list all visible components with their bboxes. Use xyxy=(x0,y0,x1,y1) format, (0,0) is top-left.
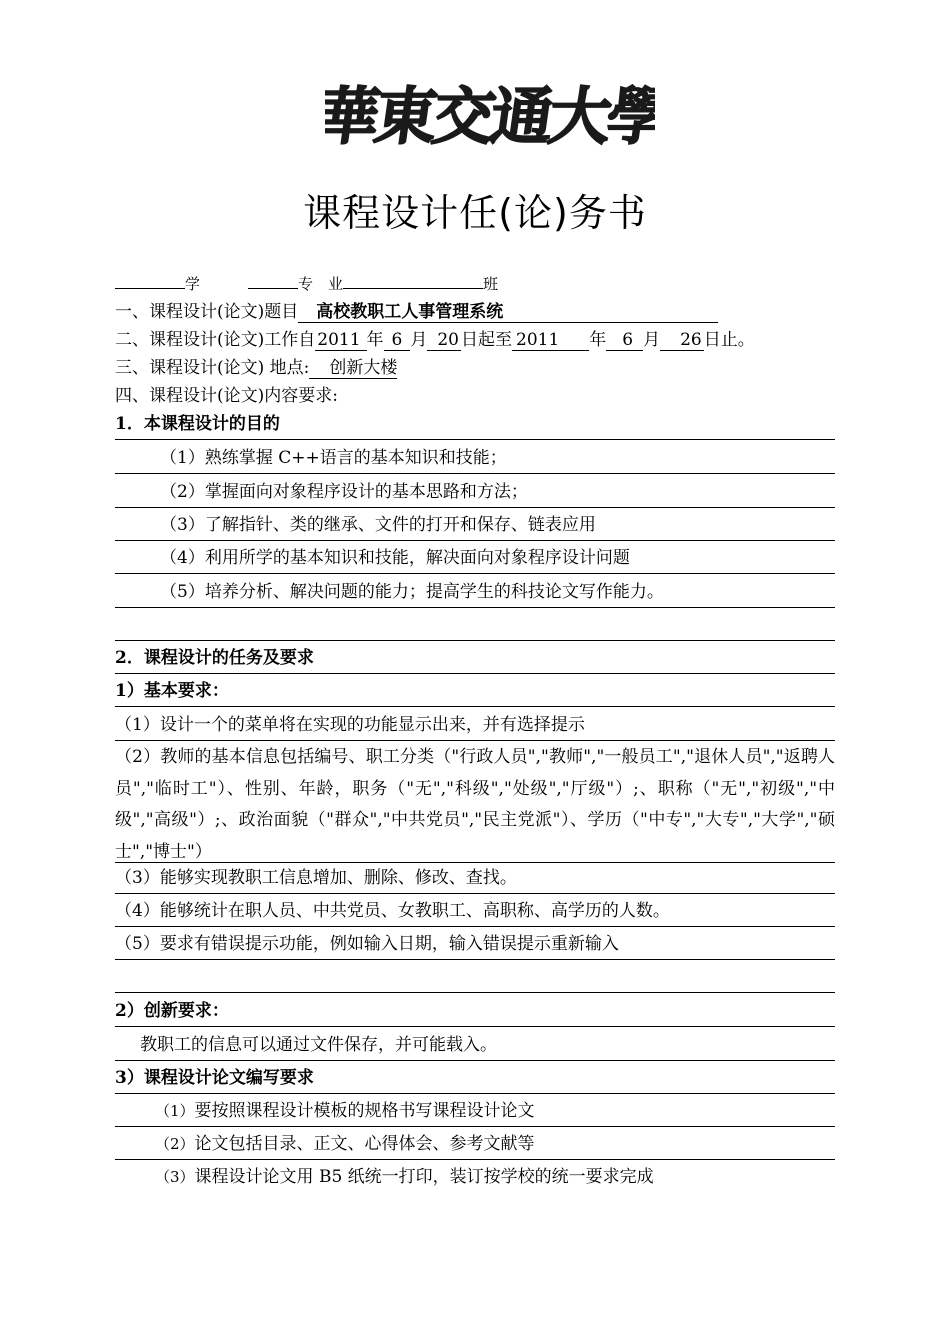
end-year: 2011 xyxy=(512,330,589,351)
divider xyxy=(115,862,835,863)
university-logo xyxy=(325,68,655,168)
writing-item-text: 要按照课程设计模板的规格书写课程设计论文 xyxy=(194,1101,535,1121)
divider xyxy=(115,1126,835,1127)
section2-heading: 2．课程设计的任务及要求 xyxy=(115,648,314,668)
start-year: 2011 xyxy=(315,330,366,351)
objective-item-4: （4）利用所学的基本知识和技能，解决面向对象程序设计问题 xyxy=(160,548,630,568)
divider xyxy=(115,992,835,993)
period-line xyxy=(115,328,755,352)
objective-item-1: （1）熟练掌握 C++语言的基本知识和技能； xyxy=(160,448,507,468)
school-label: 学 xyxy=(185,275,201,293)
topic-line xyxy=(115,300,718,324)
writing-item-1 xyxy=(115,1099,835,1123)
writing-requirements-heading: 3）课程设计论文编写要求 xyxy=(115,1068,314,1088)
topic-value: 高校教职工人事管理系统 xyxy=(298,302,718,323)
year-char: 年 xyxy=(366,330,384,350)
document-title: 课程设计任(论)务书 xyxy=(303,191,647,235)
divider xyxy=(115,959,835,960)
writing-item-text: 论文包括目录、正文、心得体会、参考文献等 xyxy=(194,1134,535,1154)
writing-item-2 xyxy=(115,1132,835,1156)
divider xyxy=(115,507,835,508)
basic-item-4: （4）能够统计在职人员、中共党员、女教职工、高职称、高学历的人数。 xyxy=(115,901,670,921)
class-label: 班 xyxy=(483,275,499,293)
divider xyxy=(115,893,835,894)
divider xyxy=(115,1159,835,1160)
divider xyxy=(115,673,835,674)
writing-item-number: （1） xyxy=(155,1102,195,1120)
divider xyxy=(115,439,835,440)
divider xyxy=(115,1026,835,1027)
until-text: 日起至 xyxy=(461,330,512,350)
divider xyxy=(115,473,835,474)
period-label: 二、课程设计(论文)工作自 xyxy=(115,330,316,350)
divider xyxy=(115,607,835,608)
writing-item-number: （3） xyxy=(155,1168,195,1186)
month-char-2: 月 xyxy=(643,330,661,350)
divider xyxy=(115,1060,835,1061)
section1-heading: 1．本课程设计的目的 xyxy=(115,414,280,434)
end-month: 6 xyxy=(606,330,643,351)
year-char-2: 年 xyxy=(589,330,607,350)
divider xyxy=(115,926,835,927)
school-blank xyxy=(115,270,185,289)
class-blank xyxy=(343,270,483,289)
content-label: 四、课程设计(论文)内容要求: xyxy=(115,386,338,406)
university-logo-calligraphy xyxy=(325,68,655,168)
place-value: 创新大楼 xyxy=(309,358,397,379)
innovation-heading: 2）创新要求： xyxy=(115,1001,229,1021)
divider xyxy=(115,540,835,541)
place-line xyxy=(115,356,397,380)
divider xyxy=(115,740,835,741)
basic-item-5: （5）要求有错误提示功能，例如输入日期，输入错误提示重新输入 xyxy=(115,934,619,954)
start-day: 20 xyxy=(427,330,461,351)
topic-label: 一、课程设计(论文)题目 xyxy=(115,302,299,322)
objective-item-5: （5）培养分析、解决问题的能力；提高学生的科技论文写作能力。 xyxy=(160,582,664,602)
start-month: 6 xyxy=(384,330,411,351)
divider xyxy=(115,573,835,574)
divider xyxy=(115,1093,835,1094)
month-char: 月 xyxy=(410,330,428,350)
writing-item-number: （2） xyxy=(155,1135,195,1153)
major-blank xyxy=(248,270,298,289)
major-label: 专 业 xyxy=(298,275,344,293)
basic-item-2: （2）教师的基本信息包括编号、职工分类（"行政人员","教师","一般员工","退休人员","返聘人员","临时工"）、性别、年龄，职务（"无","科级","处级","厅级"）;、职称（"无","初级","中级","高级"）;、政治面貌（"群众","中共党员","民主党派"）、学历（"中专","大专","大学","硕士","博士"） xyxy=(115,747,835,862)
innovation-text: 教职工的信息可以通过文件保存，并可能载入。 xyxy=(140,1035,497,1055)
basic-requirements-heading: 1）基本要求： xyxy=(115,681,229,701)
objective-item-2: （2）掌握面向对象程序设计的基本思路和方法； xyxy=(160,482,528,502)
basic-item-3: （3）能够实现教职工信息增加、删除、修改、查找。 xyxy=(115,868,517,888)
writing-item-text: 课程设计论文用 B5 纸统一打印，装订按学校的统一要求完成 xyxy=(194,1167,654,1187)
basic-item-1: （1）设计一个的菜单将在实现的功能显示出来，并有选择提示 xyxy=(115,715,585,735)
svg-text:華東交通大學: 華東交通大學 xyxy=(325,80,655,153)
divider xyxy=(115,640,835,641)
class-info-line xyxy=(115,270,498,296)
end-day: 26 xyxy=(660,330,704,351)
divider xyxy=(115,706,835,707)
objective-item-3: （3）了解指针、类的继承、文件的打开和保存、链表应用 xyxy=(160,515,596,535)
writing-item-3 xyxy=(115,1165,835,1189)
end-text: 日止。 xyxy=(703,330,755,350)
place-label: 三、课程设计(论文) 地点: xyxy=(115,358,310,378)
